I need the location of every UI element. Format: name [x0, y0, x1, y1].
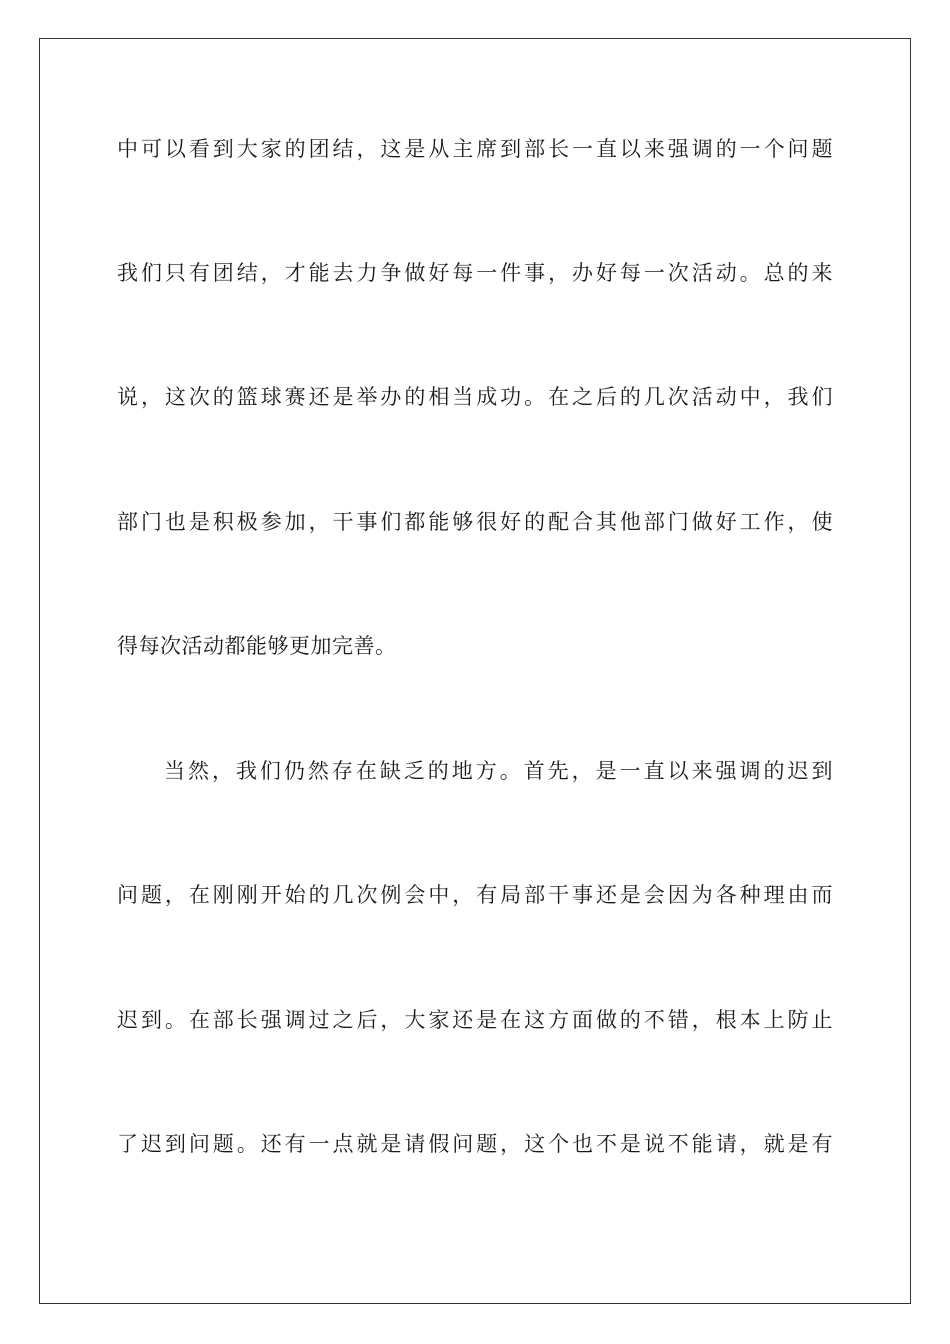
text-line: 问题，在刚刚开始的几次例会中，有局部干事还是会因为各种理由而: [117, 883, 833, 907]
text-line: 迟到。在部长强调过之后，大家还是在这方面做的不错，根本上防止: [117, 1008, 833, 1032]
text-line: 部门也是积极参加，干事们都能够很好的配合其他部门做好工作，使: [117, 510, 833, 534]
text-line: 得每次活动都能够更加完善。: [117, 634, 397, 658]
text-line: 我们只有团结，才能去力争做好每一件事，办好每一次活动。总的来: [117, 261, 833, 285]
paragraph-start-line: 当然，我们仍然存在缺乏的地方。首先，是一直以来强调的迟到: [164, 759, 833, 783]
text-line: 说，这次的篮球赛还是举办的相当成功。在之后的几次活动中，我们: [117, 385, 833, 409]
text-line: 中可以看到大家的团结，这是从主席到部长一直以来强调的一个问题: [117, 137, 833, 161]
text-line: 了迟到问题。还有一点就是请假问题，这个也不是说不能请，就是有: [117, 1132, 833, 1156]
page-border: [39, 38, 911, 1304]
